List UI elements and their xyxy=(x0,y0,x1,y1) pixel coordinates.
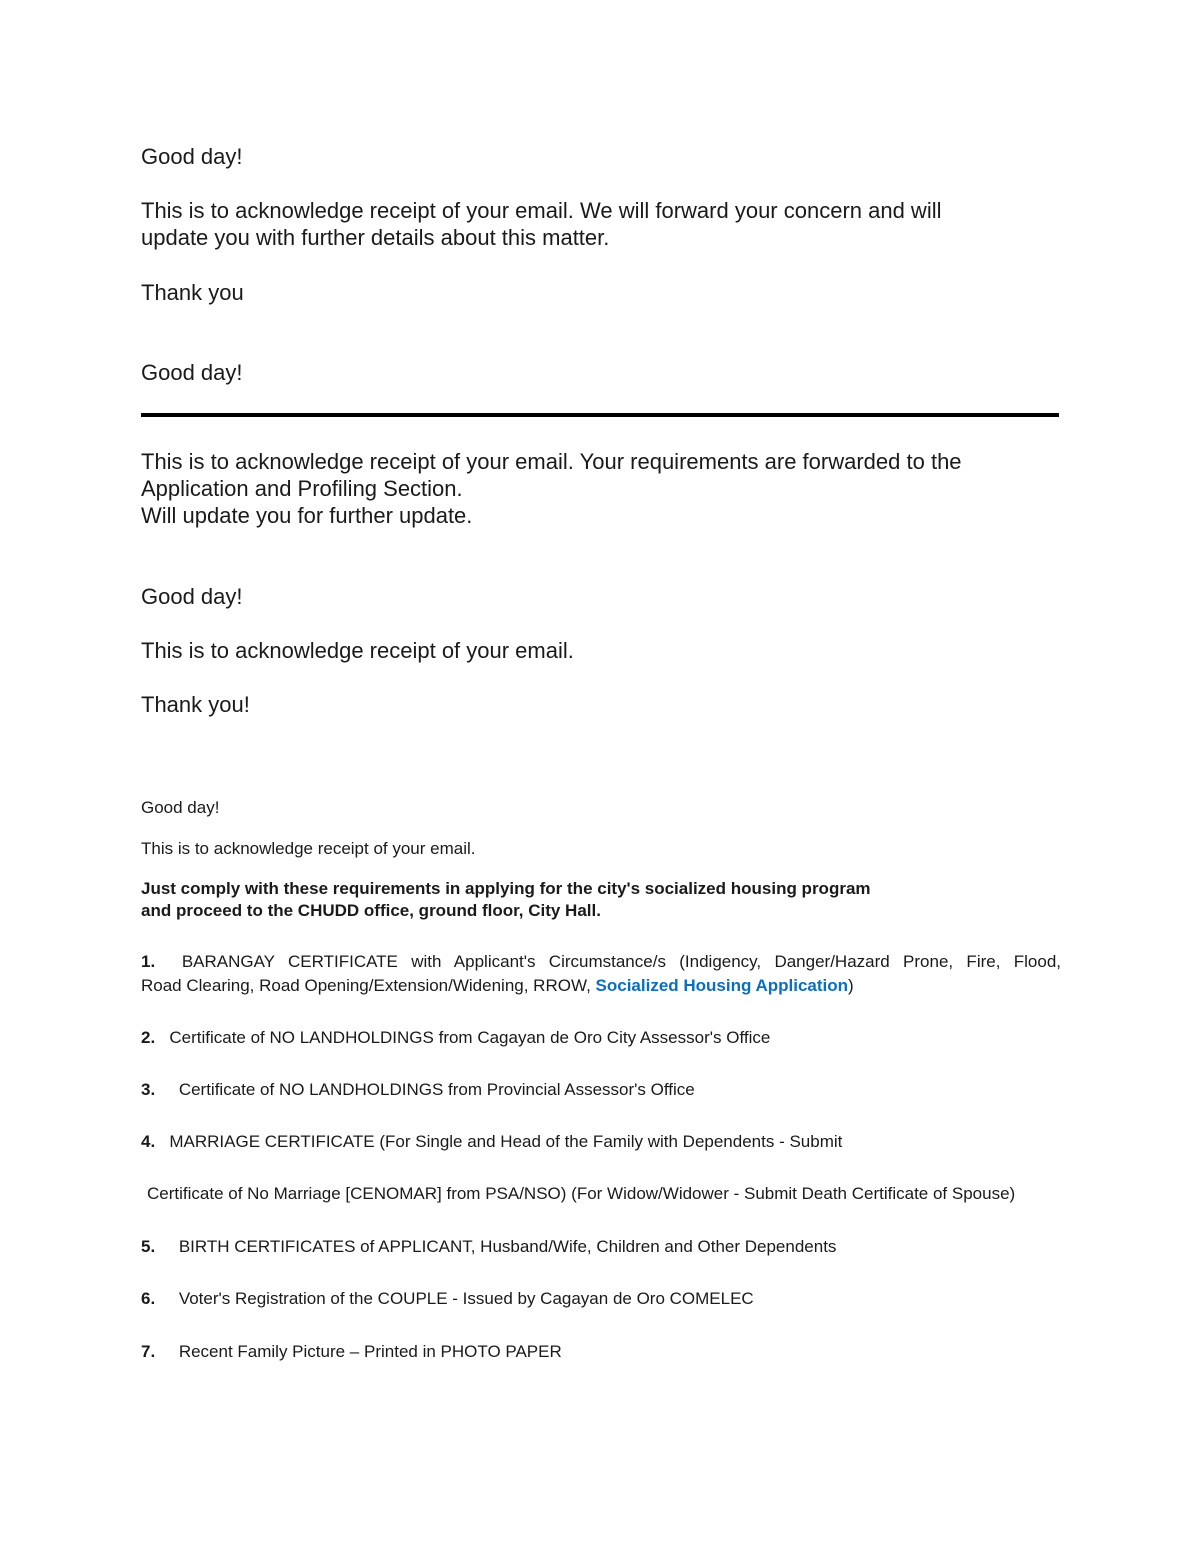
block3-line1: This is to acknowledge receipt of your email. xyxy=(141,638,574,663)
requirement-5-number: 5. xyxy=(141,1237,156,1256)
requirement-6-text: Voter's Registration of the COUPLE - Issued by Cagayan de Oro COMELEC xyxy=(178,1289,754,1308)
block3-closing: Thank you! xyxy=(141,692,250,717)
requirement-7-text: Recent Family Picture – Printed in PHOTO PAPER xyxy=(178,1342,562,1361)
block1-greeting: Good day! xyxy=(141,144,243,169)
requirement-1-line1 xyxy=(141,950,1061,974)
horizontal-rule xyxy=(141,413,1059,417)
requirement-1-text: BARANGAY CERTIFICATE with Applicant's Circumstance/s (Indigency, Danger/Hazard Prone, Fire, Flood, xyxy=(181,952,1061,971)
block1-line2: update you with further details about this matter. xyxy=(141,225,610,250)
requirement-item-3 xyxy=(141,1079,695,1101)
requirement-item-7 xyxy=(141,1341,562,1363)
block2-line2: Application and Profiling Section. xyxy=(141,476,463,501)
requirement-1-line2-suffix: ) xyxy=(848,976,854,995)
requirement-item-1 xyxy=(141,950,1061,998)
socialized-housing-application-link[interactable]: Socialized Housing Application xyxy=(595,976,849,995)
block1-line1: This is to acknowledge receipt of your email. We will forward your concern and will xyxy=(141,198,942,223)
requirement-3-text: Certificate of NO LANDHOLDINGS from Provincial Assessor's Office xyxy=(178,1080,695,1099)
requirement-item-2 xyxy=(141,1027,770,1049)
block2-line3: Will update you for further update. xyxy=(141,503,473,528)
requirement-2-text: Certificate of NO LANDHOLDINGS from Cagayan de Oro City Assessor's Office xyxy=(169,1028,771,1047)
block2-line1: This is to acknowledge receipt of your email. Your requirements are forwarded to the xyxy=(141,449,962,474)
block2-greeting: Good day! xyxy=(141,360,243,385)
requirement-7-number: 7. xyxy=(141,1342,156,1361)
requirement-1-line2 xyxy=(141,974,1061,998)
requirement-6-number: 6. xyxy=(141,1289,156,1308)
requirement-3-number: 3. xyxy=(141,1080,156,1099)
requirement-4-text: MARRIAGE CERTIFICATE (For Single and Head of the Family with Dependents - Submit xyxy=(169,1132,843,1151)
requirement-1-line2-prefix: Road Clearing, Road Opening/Extension/Widening, RROW, xyxy=(141,976,596,995)
block4-intro-line1: Just comply with these requirements in applying for the city's socialized housing program xyxy=(141,879,871,898)
requirement-item-4 xyxy=(141,1131,842,1153)
block4-greeting: Good day! xyxy=(141,798,220,817)
block4-intro-line2: and proceed to the CHUDD office, ground floor, City Hall. xyxy=(141,901,601,920)
requirement-5-text: BIRTH CERTIFICATES of APPLICANT, Husband/Wife, Children and Other Dependents xyxy=(178,1237,837,1256)
block4-line1: This is to acknowledge receipt of your email. xyxy=(141,839,476,858)
block1-closing: Thank you xyxy=(141,280,244,305)
requirement-2-number: 2. xyxy=(141,1028,156,1047)
block3-greeting: Good day! xyxy=(141,584,243,609)
requirement-4-number: 4. xyxy=(141,1132,156,1151)
requirement-4-continuation: Certificate of No Marriage [CENOMAR] from PSA/NSO) (For Widow/Widower - Submit Death Certificate of Spouse) xyxy=(147,1184,1016,1203)
requirement-1-number: 1. xyxy=(141,952,156,971)
requirement-item-5 xyxy=(141,1236,836,1258)
requirement-item-6 xyxy=(141,1288,754,1310)
